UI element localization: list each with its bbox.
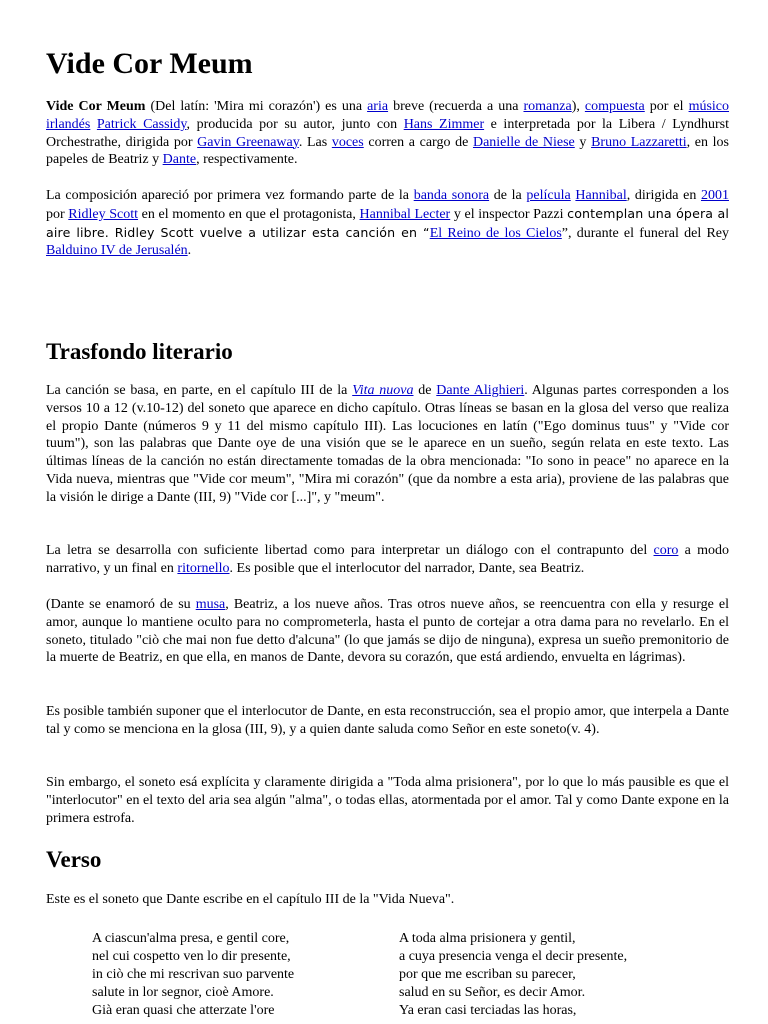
verso-intro-paragraph: Este es el soneto que Dante escribe en el capítulo III de la "Vida Nueva". — [46, 892, 455, 907]
poem-italian — [92, 930, 294, 1020]
link-danielle-de-niese[interactable]: Danielle de Niese — [472, 134, 575, 150]
poem-line: a cuya presencia venga el decir presente, — [399, 949, 628, 964]
link-ritornello[interactable]: ritornello — [177, 560, 230, 576]
link-patrick-cassidy[interactable]: Patrick Cassidy — [96, 116, 187, 132]
link-pelicula[interactable]: película — [526, 188, 571, 203]
poem-line: salud en su Señor, es decir Amor. — [399, 985, 586, 1000]
link-gavin-greenaway[interactable]: Gavin Greenaway — [197, 134, 299, 150]
link-aria[interactable]: aria — [367, 99, 389, 114]
link-romanza[interactable]: romanza — [523, 99, 572, 114]
link-banda-sonora[interactable]: banda sonora — [413, 188, 490, 203]
trasfondo-paragraph-3: (Dante se enamoró de su musa, Beatriz, a los nueve años. Tras otros nueve años, se reencuentra con ella y resurge el amor, aunque lo mantiene oculto para no comprometerla, hasta el punto de cortejar a otra dama para no revelarlo. En el soneto, titulado "ciò che mai non fue detto d'alcuna" (lo que jamás se dijo de ninguna), expresa un sueño premonitorio de la muerte de Beatriz, en que ella, en manos de Dante, devora su corazón, que está ardiendo, envuelta en lágrimas). — [46, 597, 729, 666]
link-dante[interactable]: Dante — [162, 152, 197, 168]
link-balduino-iv[interactable]: Balduino IV de Jerusalén — [46, 243, 188, 259]
link-musa[interactable]: musa — [195, 597, 226, 612]
link-voces[interactable]: voces — [331, 134, 364, 150]
section-heading-verso: Verso — [46, 847, 102, 872]
page-title: Vide Cor Meum — [46, 47, 253, 80]
link-ridley-scott[interactable]: Ridley Scott — [68, 206, 139, 222]
link-compuesta[interactable]: compuesta — [584, 99, 645, 114]
trasfondo-paragraph-5: Sin embargo, el soneto esá explícita y claramente dirigida a "Toda alma prisionera", por lo que lo más pausible es que el "interlocutor" en el texto del aria sea algún "alma", o todas ellas, atormentada por el amor. Tal y como Dante expone en la primera estrofa. — [46, 775, 729, 826]
link-irlandes[interactable]: irlandés — [46, 116, 91, 132]
link-el-reino-de-los-cielos[interactable]: El Reino de los Cielos — [429, 225, 562, 241]
poem-line: salute in lor segnor, cioè Amore. — [92, 985, 274, 1000]
poem-spanish — [399, 930, 627, 1020]
section-heading-trasfondo: Trasfondo literario — [46, 339, 233, 364]
link-dante-alighieri[interactable]: Dante Alighieri — [436, 383, 525, 398]
poem-line: nel cui cospetto ven lo dir presente, — [92, 949, 291, 964]
link-bruno-lazzaretti[interactable]: Bruno Lazzaretti — [591, 134, 687, 150]
composition-paragraph: La composición apareció por primera vez formando parte de la banda sonora de la película Hannibal, dirigida en 2001 por Ridley Scott en el momento en que el protagonista, Hannibal Lecter y el inspector Pazzi contemplan una ópera al aire libre. Ridley Scott vuelve a utilizar esta canción en “El Reino de los Cielos”, durante el funeral del Rey Balduino IV de Jerusalén. — [46, 188, 730, 259]
poem-line: por que me escriban su parecer, — [399, 967, 576, 982]
lead-term: Vide Cor Meum — [46, 99, 146, 114]
link-hans-zimmer[interactable]: Hans Zimmer — [403, 116, 485, 132]
trasfondo-paragraph-1: La canción se basa, en parte, en el capítulo III de la Vita nuova de Dante Alighieri. Algunas partes corresponden a los versos 10 a 12 (v.10-12) del soneto que aparece en dicho capítulo. Otras líneas se basan en la glosa del verso que realiza el propio Dante (números 9 y 11 del mismo capítulo III). Las locuciones en latín ("Ego dominus tuus" y "Vide cor tuum"), son las palabras que Dante oye de una visión que se le aparece en un sueño, según relata en este texto. Las últimas líneas de la canción no están directamente tomadas de la obra mencionada: "Io sono in peace" no aparece en la Vida nueva, mientras que "Vide cor meum", "Mira mi corazón" (que da nombre a esta aria), proviene de las palabras que la visión le dirige a Dante (III, 9) "Vide cor [...]", y "meum". — [46, 383, 729, 505]
link-vita-nuova[interactable]: Vita nuova — [352, 383, 414, 398]
poem-line: Già eran quasi che atterzate l'ore — [92, 1003, 275, 1018]
intro-paragraph: Vide Cor Meum (Del latín: 'Mira mi corazón') es una aria breve (recuerda a una romanza), compuesta por el músico irlandés Patrick Cassidy, producida por su autor, junto con Hans Zimmer e interpretada por la Libera / Lyndhurst Orchestrathe, dirigida por Gavin Greenaway. Las voces corren a cargo de Danielle de Niese y Bruno Lazzaretti, en los papeles de Beatriz y Dante, respectivamente. — [46, 99, 730, 168]
poem-line: A ciascun'alma presa, e gentil core, — [92, 931, 290, 946]
poem-line: Ya eran casi terciadas las horas, — [399, 1003, 577, 1018]
link-hannibal-lecter[interactable]: Hannibal Lecter — [359, 206, 451, 222]
poem-line: A toda alma prisionera y gentil, — [399, 931, 576, 946]
link-musico[interactable]: músico — [688, 99, 730, 114]
link-hannibal[interactable]: Hannibal — [575, 188, 627, 203]
link-coro[interactable]: coro — [653, 543, 679, 558]
trasfondo-paragraph-2: La letra se desarrolla con suficiente libertad como para interpretar un diálogo con el contrapunto del coro a modo narrativo, y un final en ritornello. Es posible que el interlocutor del narrador, Dante, sea Beatriz. — [46, 543, 729, 576]
poem-line: in ciò che mi rescrivan suo parvente — [92, 967, 295, 982]
trasfondo-paragraph-4: Es posible también suponer que el interlocutor de Dante, en esta reconstrucción, sea el propio amor, que interpela a Dante tal y como se menciona en la glosa (III, 9), y a quien dante saluda como Señor en este soneto(v. 4). — [46, 704, 729, 737]
link-2001[interactable]: 2001 — [700, 188, 729, 203]
